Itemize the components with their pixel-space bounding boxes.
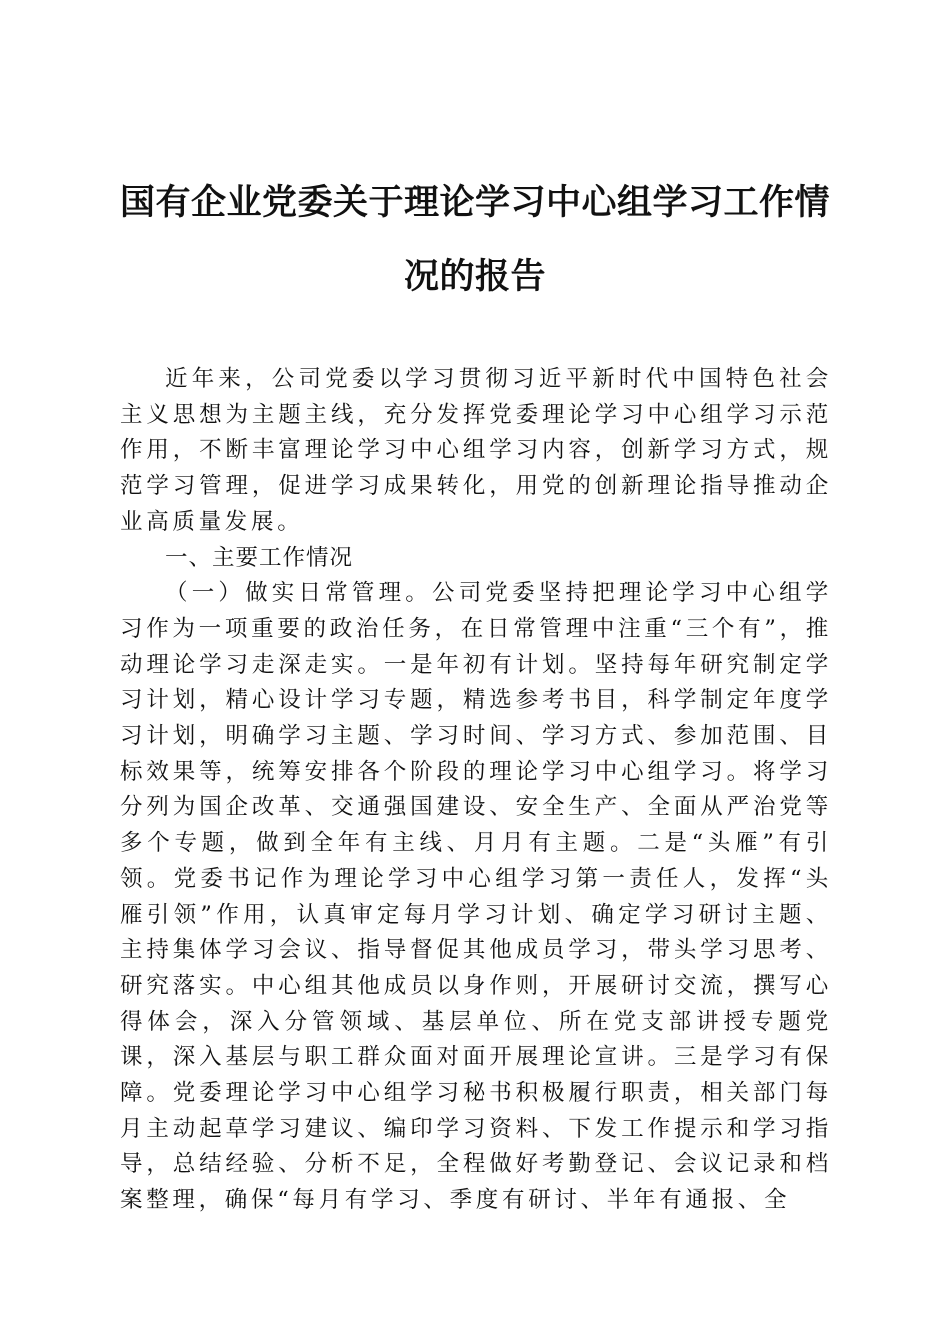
subsection-lead: （一）做实日常管理。 [165, 580, 432, 607]
title-line-2: 况的报告 [403, 257, 546, 297]
subsection-paragraph [120, 576, 832, 1219]
title-line-1: 国有企业党委关于理论学习中心组学习工作情 [119, 183, 830, 223]
document-body [120, 362, 832, 1219]
subsection-body: 公司党委坚持把理论学习中心组学习作为一项重要的政治任务，在日常管理中注重“三个有”，推动理论学习走深走实。一是年初有计划。坚持每年研究制定学习计划，精心设计学习专题，精选参考书目，科学制定年度学习计划，明确学习主题、学习时间、学习方式、参加范围、目标效果等，统筹安排各个阶段的理论学习中心组学习。将学习分列为国企改革、交通强国建设、安全生产、全面从严治党等多个专题，做到全年有主线、月月有主题。二是“头雁”有引领。党委书记作为理论学习中心组学习第一责任人，发挥“头雁引领”作用，认真审定每月学习计划、确定学习研讨主题、主持集体学习会议、指导督促其他成员学习，带头学习思考、研究落实。中心组其他成员以身作则，开展研讨交流，撰写心得体会，深入分管领域、基层单位、所在党支部讲授专题党课，深入基层与职工群众面对面开展理论宣讲。三是学习有保障。党委理论学习中心组学习秘书积极履行职责，相关部门每月主动起草学习建议、编印学习资料、下发工作提示和学习指导，总结经验、分析不足，全程做好考勤登记、会议记录和档案整理，确保“每月有学习、季度有研讨、半年有通报、全 [120, 580, 832, 1214]
document-title [118, 166, 832, 314]
section-heading: 一、主要工作情况 [165, 544, 354, 571]
intro-paragraph: 近年来，公司党委以学习贯彻习近平新时代中国特色社会主义思想为主题主线，充分发挥党委理论学习中心组学习示范作用，不断丰富理论学习中心组学习内容，创新学习方式，规范学习管理，促进学习成果转化，用党的创新理论指导推动企业高质量发展。 [120, 366, 832, 535]
